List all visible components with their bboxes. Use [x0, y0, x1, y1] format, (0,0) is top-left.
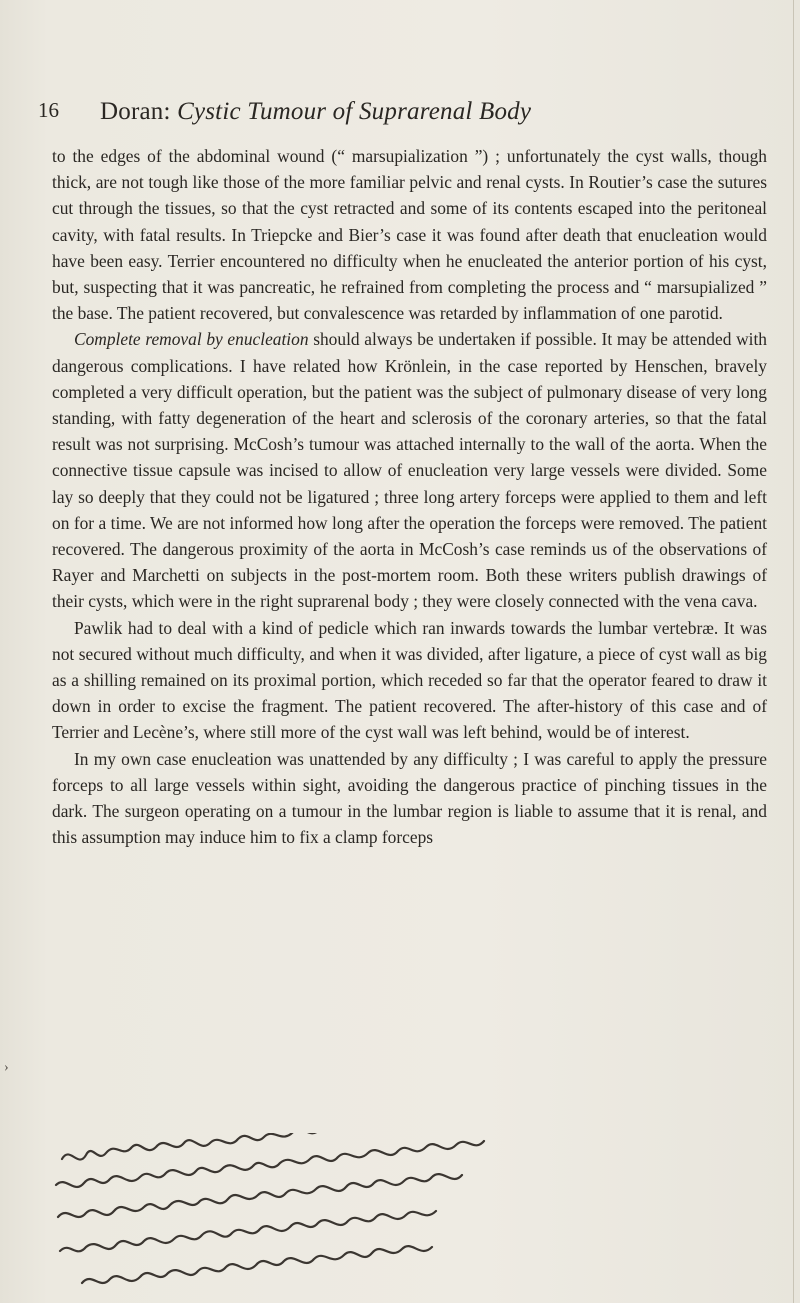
paragraph-3: Pawlik had to deal with a kind of pedicle which ran inwards towards the lumbar vertebræ. It was not secured without much difficulty, and when it was divided, after ligature, a piece of cyst wall as big as a shilling remained on its proximal portion, which receded so far that the operator feared to draw it down in order to excise the fragment. The patient recovered. The after-history of this case and of Terrier and Lecène’s, where still more of the cyst wall was left behind, would be of interest.: [52, 617, 767, 743]
paragraph-2-text: should always be undertaken if possible. It may be attended with dangerous complications. I have related how Krönlein, in the case reported by Henschen, bravely completed a very difficult operation, but the patient was the subject of pulmonary disease of very long standing, with fatty degeneration of the heart and sclerosis of the coronary arteries, so that the fatal result was not surprising. McCosh’s tumour was attached internally to the wall of the aorta. When the connective tissue capsule was incised to allow of enucleation very large vessels were divided. Some lay so deeply that they could not be ligatured ; three long artery forceps were applied to them and left on for a time. We are not informed how long after the operation the forceps were removed. The patient recovered. The dangerous proximity of the aorta in McCosh’s case reminds us of the observations of Rayer and Marchetti on subjects in the post-mortem room. Both these writers publish drawings of their cysts, which were in the right suprarenal body ; they were closely connected with the vena cava.: [52, 329, 767, 612]
author-name: Doran:: [100, 98, 171, 125]
handwritten-annotation-icon: [52, 1133, 792, 1303]
article-title: Cystic Tumour of Suprarenal Body: [177, 98, 532, 125]
paragraph-2-lead: Complete removal by enucleation: [74, 329, 309, 350]
body-text: [52, 143, 767, 850]
running-title: [100, 98, 531, 126]
paragraph-2: [52, 326, 767, 614]
running-header: [38, 98, 778, 134]
margin-mark: ›: [4, 1060, 9, 1075]
paragraph-4: In my own case enucleation was unattended by any difficulty ; I was careful to apply the pressure forceps to all large vessels within sight, avoiding the dangerous practice of pinching tissues in the dark. The surgeon operating on a tumour in the lumbar region is liable to assume that it is renal, and this assumption may induce him to fix a clamp forceps: [52, 748, 767, 848]
page-number: 16: [38, 98, 59, 122]
paragraph-1: to the edges of the abdominal wound (“ marsupialization ”) ; unfortunately the cyst walls, though thick, are not tough like those of the more familiar pelvic and renal cysts. In Routier’s case the sutures cut through the tissues, so that the cyst retracted and some of its contents escaped into the peritoneal cavity, with fatal results. In Triepcke and Bier’s case it was found after death that enucleation would have been easy. Terrier encountered no difficulty when he enucleated the anterior portion of his cyst, but, suspecting that it was pancreatic, he refrained from completing the process and “ marsupialized ” the base. The patient recovered, but convalescence was retarded by inflammation of one parotid.: [52, 146, 767, 324]
page-edge: [793, 0, 794, 1303]
